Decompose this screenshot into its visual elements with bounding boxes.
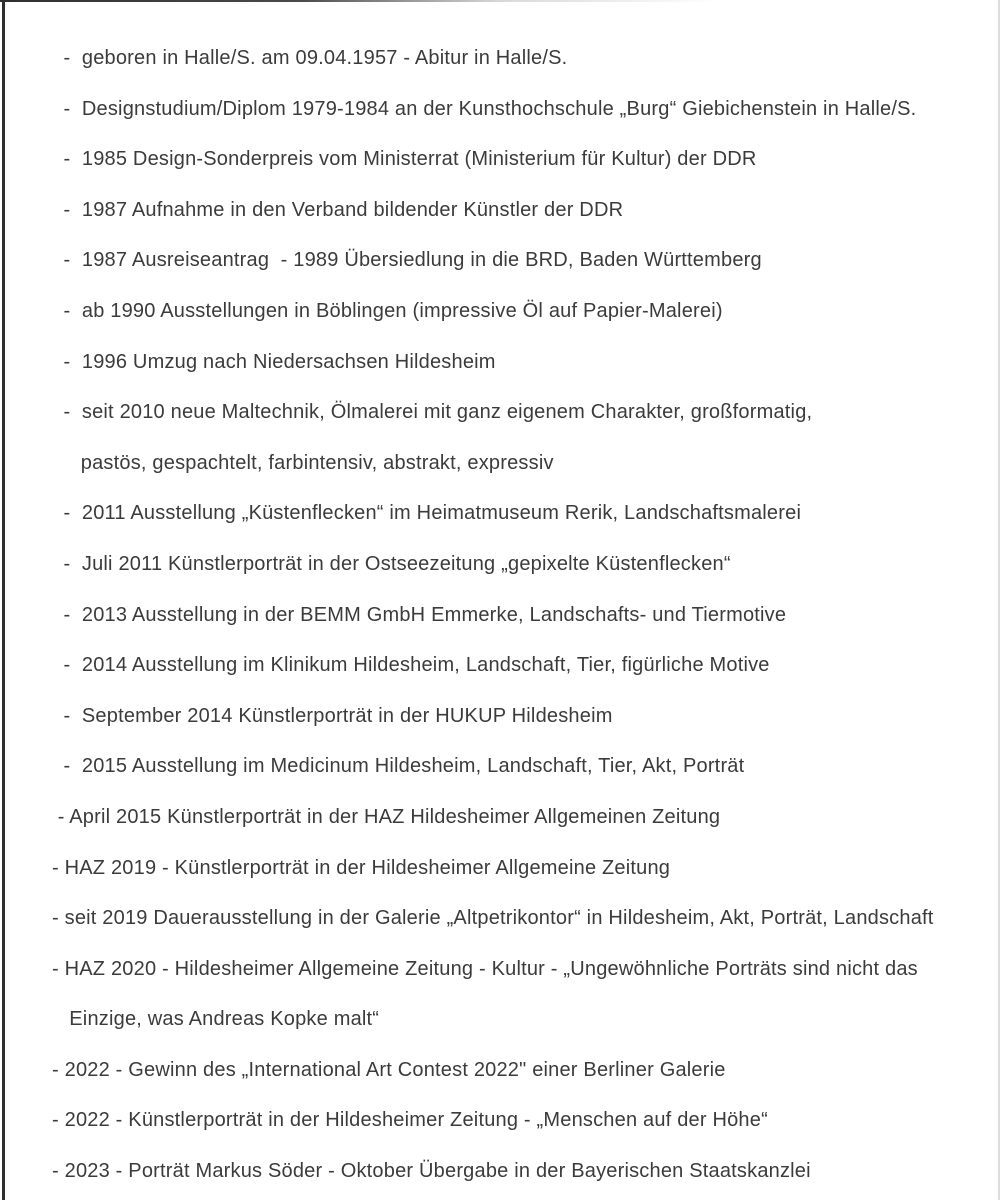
cv-line: - geboren in Halle/S. am 09.04.1957 - Abitur in Halle/S. (52, 47, 568, 69)
cv-line: - 2022 - Gewinn des „International Art Contest 2022" einer Berliner Galerie (52, 1058, 726, 1081)
cv-line: - 2015 Ausstellung im Medicinum Hildesheim, Landschaft, Tier, Akt, Porträt (52, 755, 745, 778)
cv-line: - seit 2010 neue Maltechnik, Ölmalerei mit ganz eigenem Charakter, großformatig, (52, 401, 813, 424)
cv-line: - April 2015 Künstlerporträt in der HAZ Hildesheimer Allgemeinen Zeitung (52, 805, 721, 828)
cv-line: - 1987 Aufnahme in den Verband bildender Künstler der DDR (52, 198, 624, 221)
cv-line: - ab 1990 Ausstellungen in Böblingen (impressive Öl auf Papier-Malerei) (52, 299, 723, 322)
cv-line: pastös, gespachtelt, farbintensiv, abstrakt, expressiv (52, 451, 554, 474)
page-left-border (2, 0, 5, 1200)
cv-line: - Juli 2011 Künstlerporträt in der Ostseezeitung „gepixelte Küstenflecken“ (52, 552, 731, 575)
cv-line: - 1996 Umzug nach Niedersachsen Hildesheim (52, 350, 496, 373)
cv-line: - HAZ 2020 - Hildesheimer Allgemeine Zeitung - Kultur - „Ungewöhnliche Porträts sind nicht das (52, 957, 918, 980)
cv-line: - 1987 Ausreiseantrag - 1989 Übersiedlung in die BRD, Baden Württemberg (52, 249, 762, 272)
cv-line: - September 2014 Künstlerporträt in der HUKUP Hildesheim (52, 704, 613, 727)
cv-biography-list (52, 33, 992, 1197)
page-top-border (0, 0, 1000, 2)
cv-line: - seit 2019 Dauerausstellung in der Galerie „Altpetrikontor“ in Hildesheim, Akt, Porträt, Landschaft (52, 907, 934, 930)
cv-line: - 2022 - Künstlerporträt in der Hildesheimer Zeitung - „Menschen auf der Höhe“ (52, 1109, 768, 1132)
cv-line: - HAZ 2019 - Künstlerporträt in der Hildesheimer Allgemeine Zeitung (52, 856, 671, 879)
cv-line: - 2014 Ausstellung im Klinikum Hildesheim, Landschaft, Tier, figürliche Motive (52, 654, 770, 677)
cv-line: - 2011 Ausstellung „Küstenflecken“ im Heimatmuseum Rerik, Landschaftsmalerei (52, 502, 802, 525)
cv-line: - 1985 Design-Sonderpreis vom Ministerrat (Ministerium für Kultur) der DDR (52, 148, 757, 171)
cv-line: - 2013 Ausstellung in der BEMM GmbH Emmerke, Landschafts- und Tiermotive (52, 603, 787, 626)
cv-line: Einzige, was Andreas Kopke malt“ (52, 1008, 380, 1031)
cv-line: - Designstudium/Diplom 1979-1984 an der Kunsthochschule „Burg“ Giebichenstein in Halle/S. (52, 97, 917, 120)
cv-line: - 2023 - Porträt Markus Söder - Oktober Übergabe in der Bayerischen Staatskanzlei (52, 1160, 811, 1183)
